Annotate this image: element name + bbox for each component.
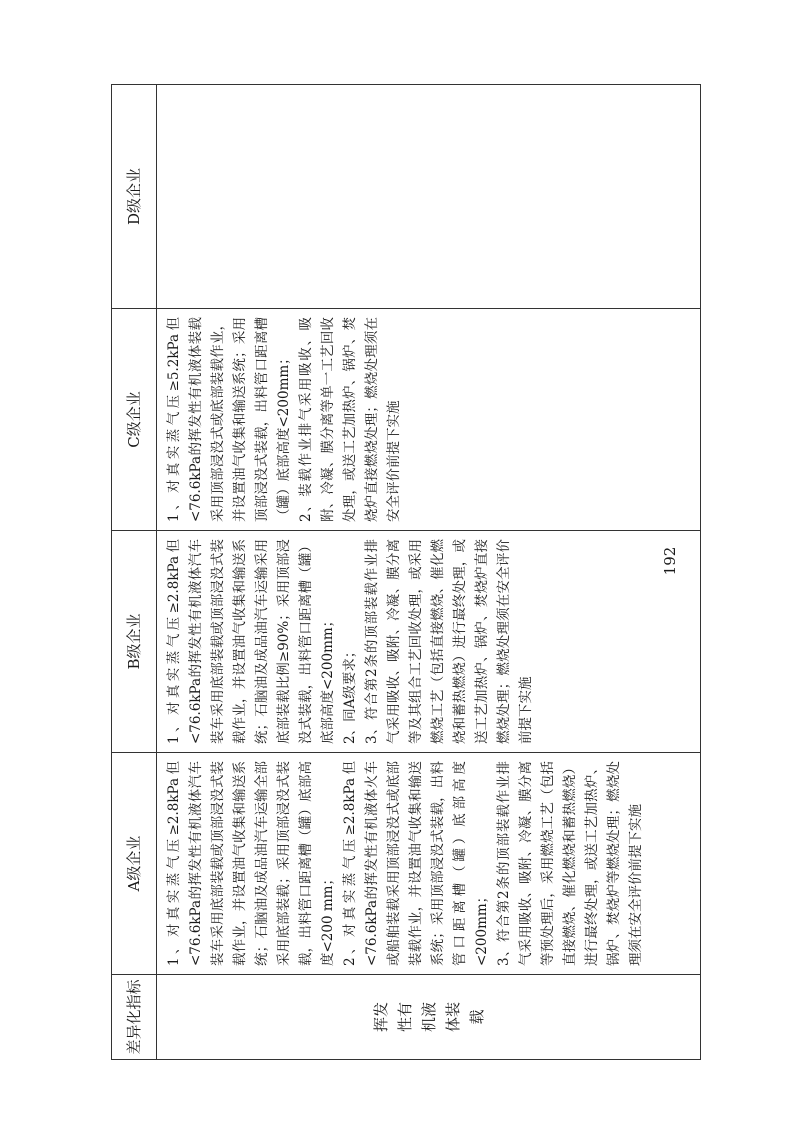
page-number: 192 bbox=[661, 546, 679, 576]
grade-a-item-3: 3、符合第2条的顶部装载作业排气采用吸收、吸附、冷凝、膜分离等预处理后，采用燃烧工艺（包括直接燃烧、催化燃烧和蓄热燃烧）进行最终处理，或送工艺加热炉、锅炉、焚烧炉等燃烧处理；燃烧处理须在安全评价前提下实施 bbox=[496, 761, 644, 966]
grade-a-item-1: 1、对真实蒸气压≥2.8kPa但<76.6kPa的挥发性有机液体汽车装车采用底部装载或顶部浸没式装载作业，并设置油气收集和输送系统；石脑油及成品油汽车运输全部采用底部装载；采用顶部浸没式装载，出料管口距离槽（罐）底部高度<200 mm； bbox=[166, 761, 336, 966]
grade-a-item-2: 2、对真实蒸气压≥2.8kPa但<76.6kPa的挥发性有机液体火车或船舶装载采用顶部浸没式或底部装载作业，并设置油气收集和输送系统；采用顶部浸没式装载，出料管口距离槽（罐）底部高度<200mm； bbox=[342, 761, 490, 966]
grade-c-item-2: 2、装载作业排气采用吸收、吸附、冷凝、膜分离等单一工艺回收处理，或送工艺加热炉、锅炉、焚烧炉直接燃烧处理；燃烧处理须在安全评价前提下实施 bbox=[298, 317, 402, 522]
indicator-table bbox=[111, 84, 701, 1060]
grade-b-item-2: 2、同A级要求； bbox=[342, 644, 358, 744]
cell-grade-b bbox=[157, 531, 701, 753]
header-row bbox=[112, 85, 157, 1060]
table-row bbox=[157, 85, 701, 1060]
header-grade-a: A级企业 bbox=[112, 753, 157, 975]
grade-b-item-3: 3、符合第2条的顶部装载作业排气采用吸收、吸附、冷凝、膜分离等及其组合工艺回收处理，或采用燃烧工艺（包括直接燃烧、催化燃烧和蓄热燃烧）进行最终处理，或送工艺加热炉、锅炉、焚烧炉直接燃烧处理；燃烧处理须在安全评价前提下实施 bbox=[364, 539, 534, 744]
grade-c-item-1: 1、对真实蒸气压≥5.2kPa但<76.6kPa的挥发性有机液体装载采用顶部浸没式或底部装载作业，并设置油气收集和输送系统；采用顶部浸没式装载，出料管口距离槽（罐）底部高度<200mm； bbox=[166, 317, 292, 522]
rotated-table-container bbox=[111, 85, 701, 1060]
header-grade-d: D级企业 bbox=[112, 85, 157, 309]
header-grade-b: B级企业 bbox=[112, 531, 157, 753]
header-indicator: 差异化指标 bbox=[112, 975, 157, 1060]
cell-grade-c bbox=[157, 309, 701, 531]
grade-b-item-1: 1、对真实蒸气压≥2.8kPa但<76.6kPa的挥发性有机液体汽车装车采用底部装载或顶部浸没式装载作业，并设置油气收集和输送系统；石脑油及成品油汽车运输采用底部装载比例≥90%；采用顶部浸没式装载，出料管口距离槽（罐）底部高度<200mm； bbox=[166, 539, 336, 744]
cell-indicator: 挥发性有机液体装载 bbox=[157, 975, 701, 1060]
cell-grade-a bbox=[157, 753, 701, 975]
header-grade-c: C级企业 bbox=[112, 309, 157, 531]
cell-grade-d bbox=[157, 85, 701, 309]
